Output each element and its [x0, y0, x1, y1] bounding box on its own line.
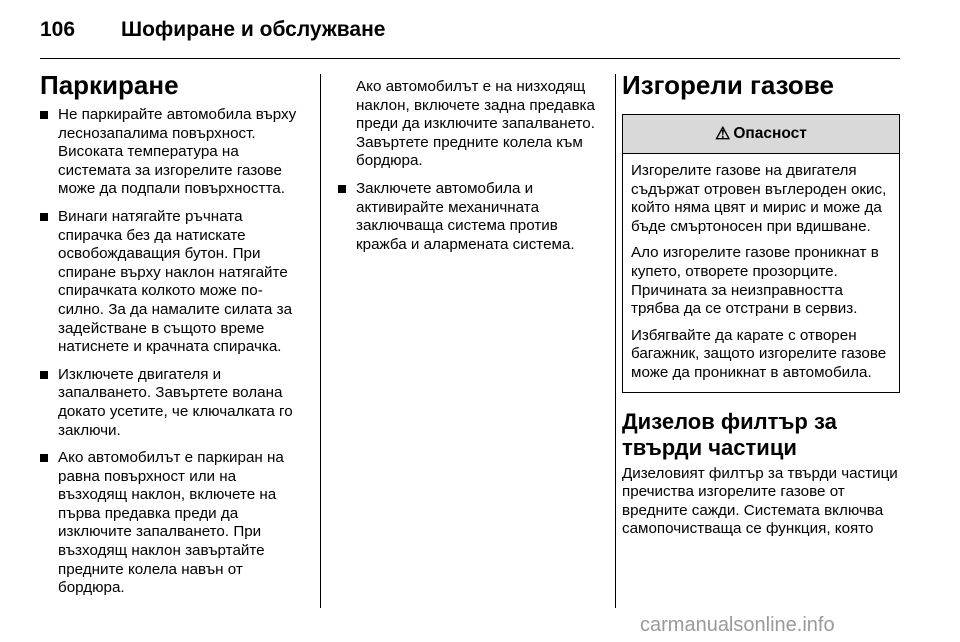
column-parking-continued [338, 78, 606, 263]
page-number: 106 [40, 18, 76, 41]
section-heading-exhaust: Изгорели газове [622, 70, 834, 100]
diesel-filter-paragraph: Дизеловият филтър за твърди частици пречиства изгорелите газове от вредните сажди. Системата включва самопочистваща се функция, която [622, 464, 898, 538]
header-rule [40, 58, 900, 59]
danger-body [623, 154, 899, 392]
continued-paragraph: Ако автомобилът е на низходящ наклон, включете задна предавка преди да изключите запалването. Завъртете предните колела към бордюра. [356, 78, 595, 170]
danger-paragraph: Избягвайте да карате с отворен багажник, защото изгорелите газове може да проникнат в автомобила. [631, 326, 887, 381]
chapter-title: Шофиране и обслужване [121, 18, 386, 41]
danger-header [623, 115, 899, 154]
bullet-square-icon [40, 371, 48, 379]
watermark: carmanualsonline.info [640, 614, 835, 636]
bullet-square-icon [40, 213, 48, 221]
column-parking [40, 70, 308, 607]
list-item: Изключете двигателя и запалването. Завъртете волана докато усетите, че ключалката го заключи. [40, 366, 308, 440]
danger-title: Опасност [733, 124, 807, 142]
column-exhaust [622, 70, 900, 539]
column-divider-2 [615, 74, 616, 608]
column-divider-1 [320, 74, 321, 608]
bullet-square-icon [40, 454, 48, 462]
danger-box [622, 114, 900, 393]
list-item: Ако автомобилът е паркиран на равна повърхност или на възходящ наклон, включете на първа предавка преди да изключите запалването. При възходящ наклон завъртайте предните колела навън от бордюра. [40, 449, 308, 598]
parking-list [40, 106, 308, 598]
list-item: Заключете автомобила и активирайте механичната заключваща система против кражба и алармената система. [338, 180, 606, 254]
section-heading-diesel-filter: Дизелов филтър за твърди частици [622, 408, 837, 460]
danger-paragraph: Ало изгорелите газове проникнат в купето, отворете прозорците. Причината за неизправността трябва да се отстрани в сервиз. [631, 244, 879, 318]
danger-paragraph: Изгорелите газове на двигателя съдържат отровен въглероден окис, който няма цвят и мирис и може да бъде смъртоносен при вдишване. [631, 162, 887, 235]
bullet-square-icon [338, 185, 346, 193]
list-item: Винаги натягайте ръчната спирачка без да натискате освобождаващия бутон. При спиране върху наклон натягайте спирачката колкото може по-силно. За да намалите силата за задействане в същото време натиснете и крачната спирачка. [40, 208, 308, 357]
bullet-square-icon [40, 111, 48, 119]
section-heading-parking: Паркиране [40, 70, 179, 100]
warning-triangle-icon: ⚠ [715, 123, 731, 143]
list-item: Не паркирайте автомобила върху леснозапалима повърхност. Високата температура на системата за изгорелите газове може да подпали повърхността. [40, 106, 308, 199]
parking-list-continued [338, 180, 606, 254]
